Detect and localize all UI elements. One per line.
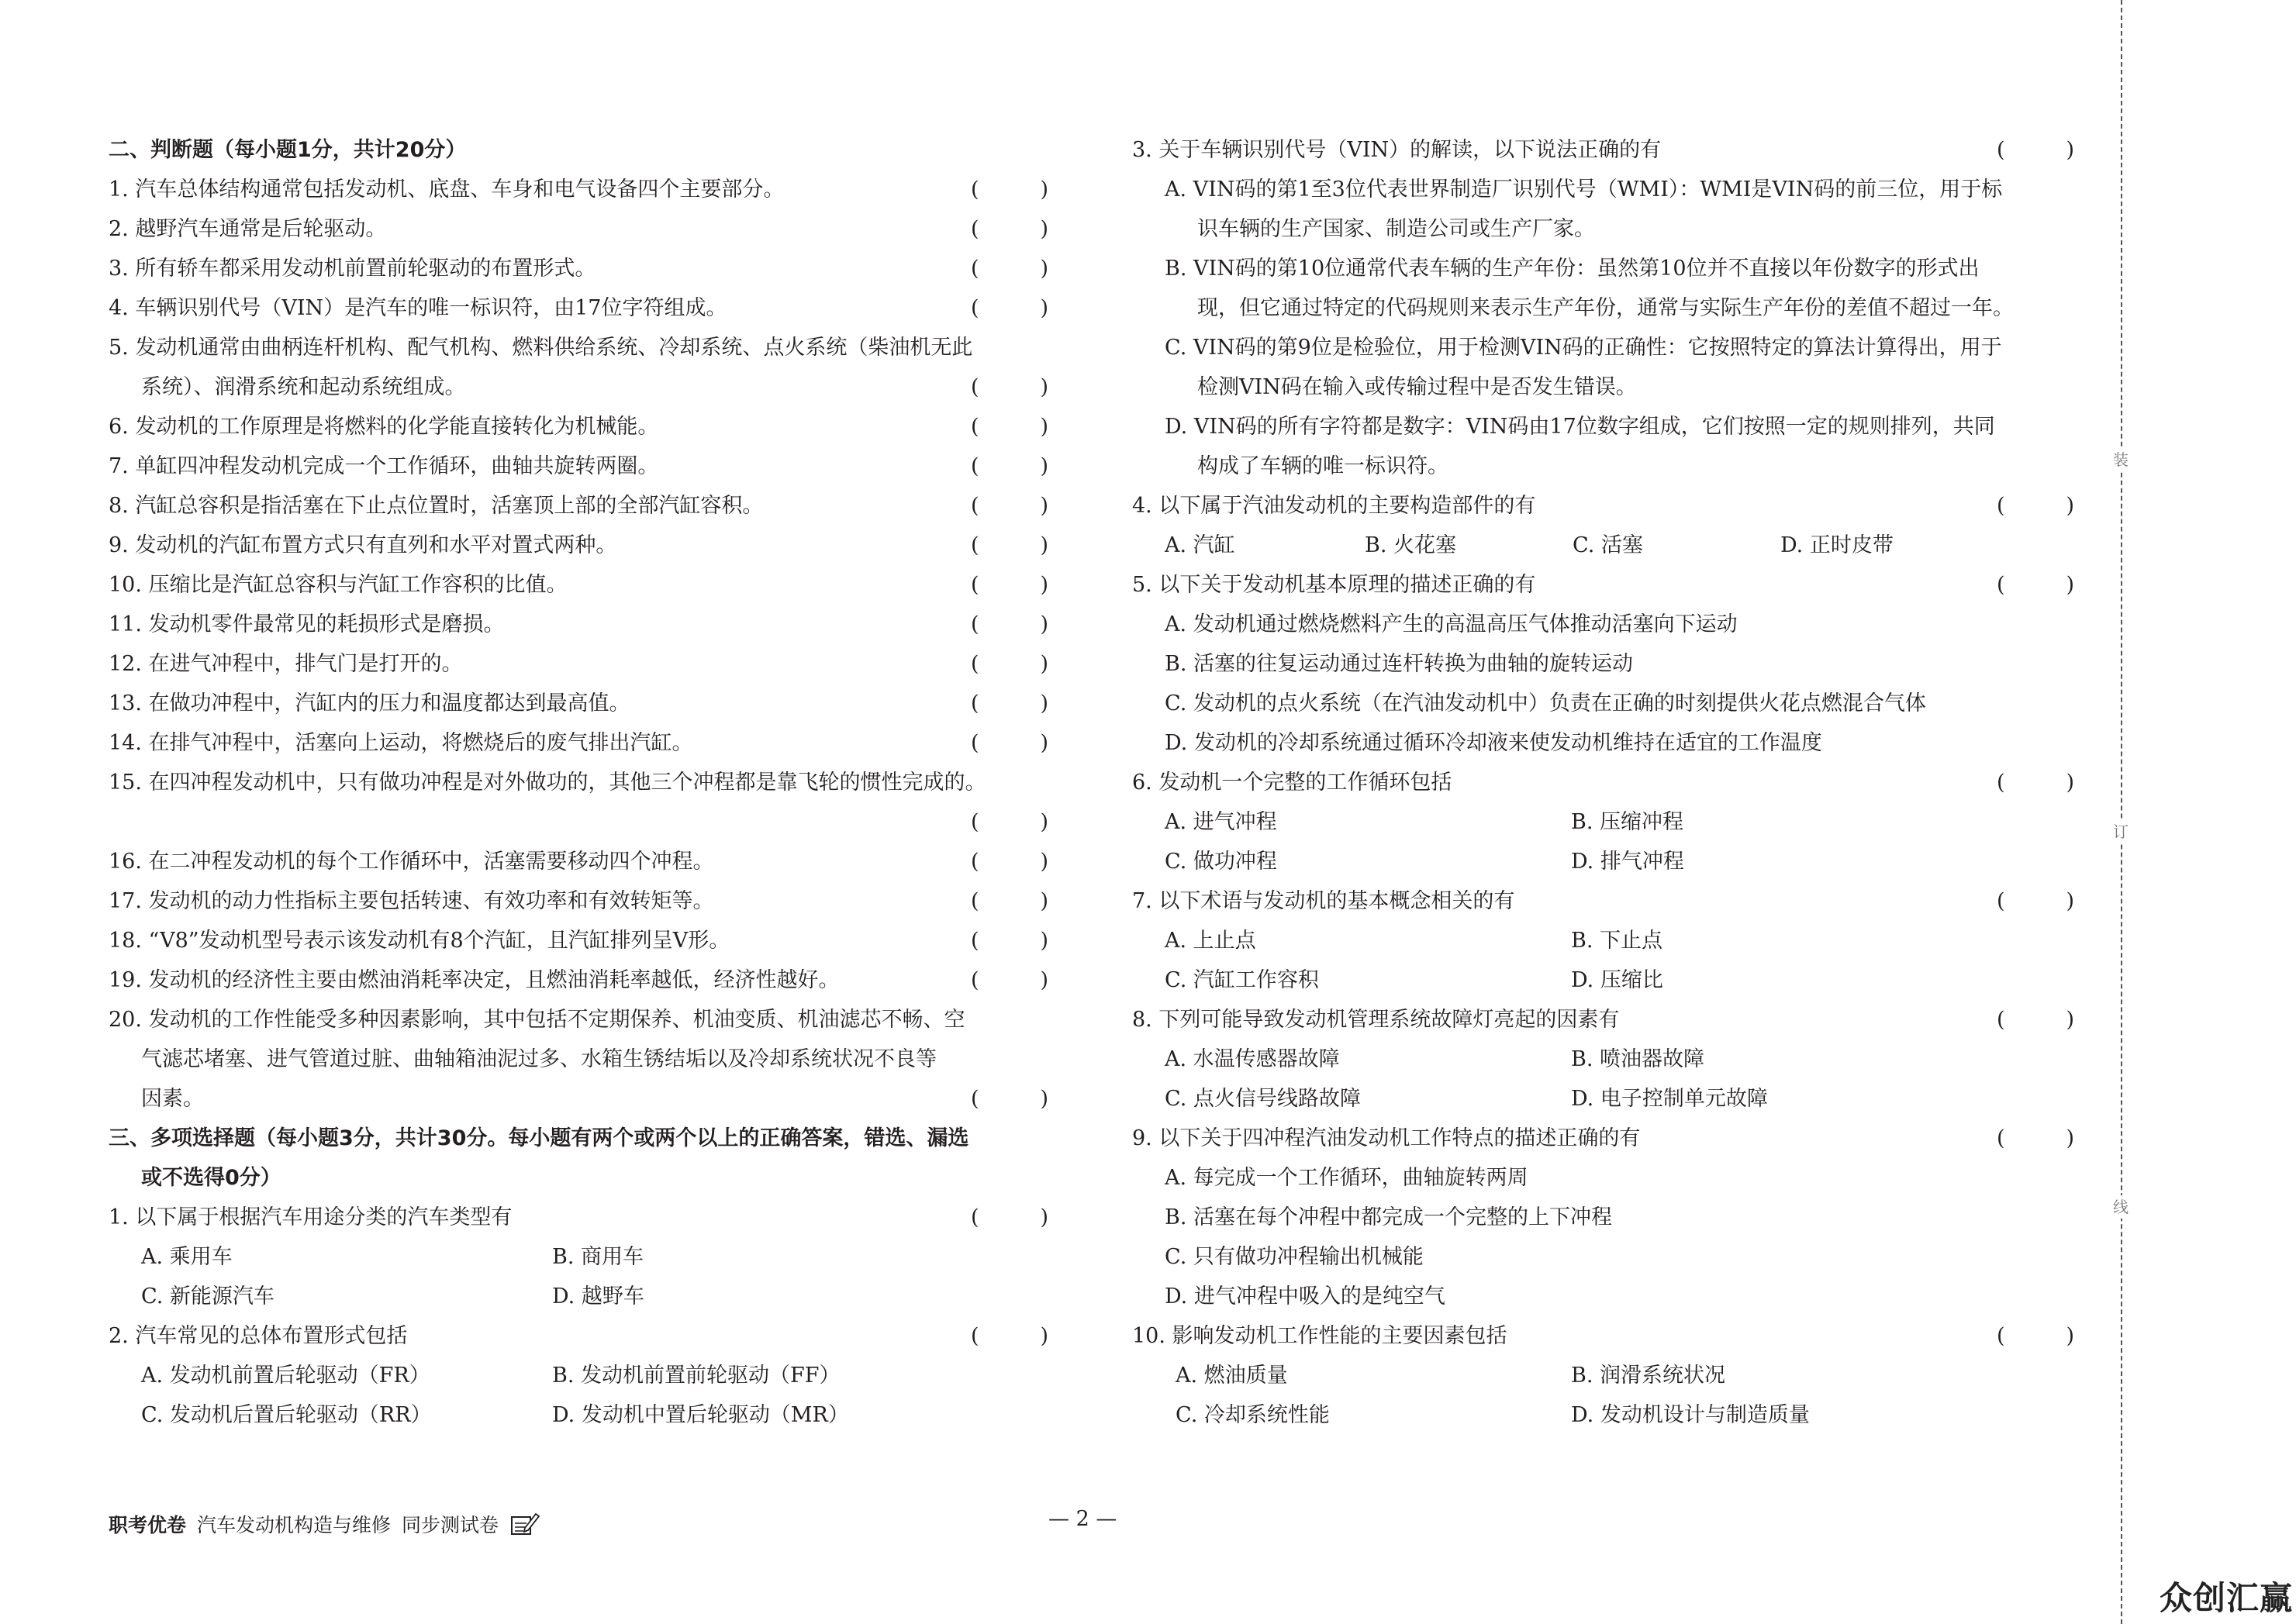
section-3-title-cont: 或不选得0分） (141, 1166, 281, 1190)
footer-subtitle: 同步测试卷 (402, 1514, 499, 1536)
judge-item: 4. 车辆识别代号（VIN）是汽车的唯一标识符，由17位字符组成。 (109, 296, 727, 320)
option: A. 乘用车 (141, 1245, 233, 1269)
judge-item: 13. 在做功冲程中，汽缸内的压力和温度都达到最高值。 (109, 691, 630, 715)
option: D. 发动机中置后轮驱动（MR） (552, 1403, 849, 1427)
question-6: 6. 发动机一个完整的工作循环包括 (1132, 771, 1452, 795)
option: D. 发动机设计与制造质量 (1571, 1403, 1810, 1427)
option-cont: 识车辆的生产国家、制造公司或生产厂家。 (1197, 217, 1595, 241)
option: D. 正时皮带 (1780, 533, 1894, 557)
option: C. 冷却系统性能 (1176, 1403, 1330, 1427)
judge-item: 1. 汽车总体结构通常包括发动机、底盘、车身和电气设备四个主要部分。 (109, 178, 785, 202)
judge-item: 15. 在四冲程发动机中，只有做功冲程是对外做功的，其他三个冲程都是靠飞轮的惯性完成的。 (109, 771, 986, 795)
question-5: 5. 以下关于发动机基本原理的描述正确的有 (1132, 573, 1536, 597)
judge-item: 5. 发动机通常由曲柄连杆机构、配气机构、燃料供给系统、冷却系统、点火系统（柴油机无此 (109, 336, 973, 360)
judge-item: 16. 在二冲程发动机的每个工作循环中，活塞需要移动四个冲程。 (109, 850, 714, 874)
option: B. 发动机前置前轮驱动（FF） (552, 1364, 841, 1388)
option: C. 点火信号线路故障 (1165, 1087, 1361, 1111)
option: C. 发动机后置后轮驱动（RR） (141, 1403, 432, 1427)
option: B. 下止点 (1571, 929, 1663, 953)
binding-dashed-line (2121, 0, 2122, 1624)
footer-brand: 职考优卷 (109, 1514, 187, 1536)
judge-item: 12. 在进气冲程中，排气门是打开的。 (109, 652, 463, 676)
option: A. 汽缸 (1165, 533, 1235, 557)
section-3-title: 三、多项选择题（每小题3分，共计30分。每小题有两个或两个以上的正确答案，错选、漏选 (109, 1126, 969, 1150)
option: D. 排气冲程 (1571, 850, 1684, 874)
option: B. VIN码的第10位通常代表车辆的生产年份：虽然第10位并不直接以年份数字的形式出 (1165, 257, 1980, 281)
option: A. VIN码的第1至3位代表世界制造厂识别代号（WMI）：WMI是VIN码的前三位，用于标 (1165, 178, 2003, 202)
section-2-title: 二、判断题（每小题1分，共计20分） (109, 138, 467, 162)
option: B. 活塞的往复运动通过连杆转换为曲轴的旋转运动 (1165, 652, 1634, 676)
judge-item: 18. “V8”发动机型号表示该发动机有8个汽缸，且汽缸排列呈V形。 (109, 929, 730, 953)
question-10: 10. 影响发动机工作性能的主要因素包括 (1132, 1324, 1507, 1348)
question-2: 2. 汽车常见的总体布置形式包括 (109, 1324, 408, 1348)
option: A. 水温传感器故障 (1165, 1047, 1340, 1071)
judge-item: 19. 发动机的经济性主要由燃油消耗率决定，且燃油消耗率越低，经济性越好。 (109, 968, 840, 992)
judge-item: 6. 发动机的工作原理是将燃料的化学能直接转化为机械能。 (109, 415, 659, 439)
footer (109, 1510, 540, 1538)
footer-title: 汽车发动机构造与维修 (197, 1514, 392, 1536)
judge-item: 7. 单缸四冲程发动机完成一个工作循环，曲轴共旋转两圈。 (109, 454, 659, 478)
option: C. 只有做功冲程输出机械能 (1165, 1245, 1424, 1269)
option: D. 压缩比 (1571, 968, 1663, 992)
binding-mark: 线 (2109, 1195, 2132, 1219)
judge-item: 2. 越野汽车通常是后轮驱动。 (109, 217, 387, 241)
option-cont: 构成了车辆的唯一标识符。 (1197, 454, 1448, 478)
right-column: 3. 关于车辆识别代号（VIN）的解读，以下说法正确的有 ( ) A. VIN码的第1至3位代表世界制造厂识别代号（WMI）：WMI是VIN码的前三位，用于标 识车辆的生产国家、制造公司或生产厂家。 B. VIN码的第10位通常代表车辆的生产年份：虽然第10位并不直接以年份数字的形式出 现，但它通过特定的代码规则来表示生产年份，通常与实际生产年份的差值不超过一年。 C. VIN码的第9位是检验位，用于检测VIN码的正确性：它按照特定的算法计算得出，用于 检测VIN码在输入或传输过程中是否发生错误。 D. VIN码的所有字符都是数字：VIN码由17位数字组成，它们按照一定的规则排列，共同 构成了车辆的唯一标识符。 4. 以下属于汽油发动机的主要构造部件的有 ( ) A. 汽缸 B. 火花塞 C. 活塞 D. 正时皮带 5. 以下关于发动机基本原理的描述正确的有 ( ) A. 发动机通过燃烧燃料产生的高温高压气体推动活塞向下运动 B. 活塞的往复运动通过连杆转换为曲轴的旋转运动 C. 发动机的点火系统（在汽油发动机中）负责在正确的时刻提供火花点燃混合气体 D. 发动机的冷却系统通过循环冷却液来使发动机维持在适宜的工作温度 6. 发动机一个完整的工作循环包括 ( ) A. 进气冲程 B. 压缩冲程 C. 做功冲程 D. 排气冲程 7. 以下术语与发动机的基本概念相关的有 ( ) A. 上止点 B. 下止点 C. 汽缸工作容积 D. 压缩比 8. 下列可能导致发动机管理系统故障灯亮起的因素有 ( ) A. 水温传感器故障 B. 喷油器故障 C. 点火信号线路故障 D. 电子控制单元故障 9. 以下关于四冲程汽油发动机工作特点的描述正确的有 ( ) A. 每完成一个工作循环，曲轴旋转两周 B. 活塞在每个冲程中都完成一个完整的上下冲程 C. 只有做功冲程输出机械能 D. 进气冲程中吸入的是纯空气 10. 影响发动机工作性能的主要因素包括 ( ) A. 燃油质量 B. 润滑系统状况 C. 冷却系统性能 D. 发动机设计与制造质量 (1132, 130, 2074, 1435)
binding-mark: 订 (2109, 820, 2132, 843)
option: B. 润滑系统状况 (1571, 1364, 1726, 1388)
question-3: 3. 关于车辆识别代号（VIN）的解读，以下说法正确的有 (1132, 138, 1662, 162)
judge-item: 20. 发动机的工作性能受多种因素影响，其中包括不定期保养、机油变质、机油滤芯不畅、空 (109, 1008, 965, 1032)
option: B. 商用车 (552, 1245, 644, 1269)
judge-item: 3. 所有轿车都采用发动机前置前轮驱动的布置形式。 (109, 257, 596, 281)
option: A. 每完成一个工作循环，曲轴旋转两周 (1165, 1166, 1528, 1190)
left-column: 二、判断题（每小题1分，共计20分） 1. 汽车总体结构通常包括发动机、底盘、车身和电气设备四个主要部分。 ( ) 2. 越野汽车通常是后轮驱动。 ( ) 3. 所有轿车都采用发动机前置前轮驱动的布置形式。 ( ) 4. 车辆识别代号（VIN）是汽车的唯一标识符，由17位字符组成。 ( ) 5. 发动机通常由曲柄连杆机构、配气机构、燃料供给系统、冷却系统、点火系统（柴油机无此 系统）、润滑系统和起动系统组成。 ( ) 6. 发动机的工作原理是将燃料的化学能直接转化为机械能。 ( ) 7. 单缸四冲程发动机完成一个工作循环，曲轴共旋转两圈。 ( ) 8. 汽缸总容积是指活塞在下止点位置时，活塞顶上部的全部汽缸容积。 ( ) 9. 发动机的汽缸布置方式只有直列和水平对置式两种。 ( ) 10. 压缩比是汽缸总容积与汽缸工作容积的比值。 ( ) 11. 发动机零件最常见的耗损形式是磨损。 ( ) 12. 在进气冲程中，排气门是打开的。 ( ) 13. 在做功冲程中，汽缸内的压力和温度都达到最高值。 ( ) 14. 在排气冲程中，活塞向上运动，将燃烧后的废气排出汽缸。 ( ) 15. 在四冲程发动机中，只有做功冲程是对外做功的，其他三个冲程都是靠飞轮的惯性完成的。 ( ) 16. 在二冲程发动机的每个工作循环中，活塞需要移动四个冲程。 ( ) 17. 发动机的动力性指标主要包括转速、有效功率和有效转矩等。 ( ) 18. “V8”发动机型号表示该发动机有8个汽缸，且汽缸排列呈V形。 ( ) 19. 发动机的经济性主要由燃油消耗率决定，且燃油消耗率越低，经济性越好。 ( ) 20. 发动机的工作性能受多种因素影响，其中包括不定期保养、机油变质、机油滤芯不畅、空 气滤芯堵塞、进气管道过脏、曲轴箱油泥过多、水箱生锈结垢以及冷却系统状况不良等 因素。 ( ) 三、多项选择题（每小题3分，共计30分。每小题有两个或两个以上的正确答案，错选、漏选 或不选得0分） 1. 以下属于根据汽车用途分类的汽车类型有 ( ) A. 乘用车 B. 商用车 C. 新能源汽车 D. 越野车 2. 汽车常见的总体布置形式包括 ( ) A. 发动机前置后轮驱动（FR） B. 发动机前置前轮驱动（FF） C. 发动机后置后轮驱动（RR） D. 发动机中置后轮驱动（MR） (109, 130, 1048, 1435)
option: C. 做功冲程 (1165, 850, 1277, 874)
option: A. 发动机前置后轮驱动（FR） (141, 1364, 430, 1388)
option-cont: 检测VIN码在输入或传输过程中是否发生错误。 (1197, 375, 1637, 399)
watermark: 众创汇赢 (2159, 1579, 2293, 1617)
judge-item: 11. 发动机零件最常见的耗损形式是磨损。 (109, 612, 505, 636)
option: D. VIN码的所有字符都是数字：VIN码由17位数字组成，它们按照一定的规则排列，共同 (1165, 415, 1995, 439)
option: A. 燃油质量 (1176, 1364, 1288, 1388)
option: C. 发动机的点火系统（在汽油发动机中）负责在正确的时刻提供火花点燃混合气体 (1165, 691, 1926, 715)
option: C. 汽缸工作容积 (1165, 968, 1319, 992)
option: A. 发动机通过燃烧燃料产生的高温高压气体推动活塞向下运动 (1165, 612, 1738, 636)
option: C. VIN码的第9位是检验位，用于检测VIN码的正确性：它按照特定的算法计算得出，用于 (1165, 336, 2002, 360)
judge-item: 10. 压缩比是汽缸总容积与汽缸工作容积的比值。 (109, 573, 568, 597)
option: A. 进气冲程 (1165, 810, 1277, 834)
option: B. 喷油器故障 (1571, 1047, 1705, 1071)
option-cont: 现，但它通过特定的代码规则来表示生产年份，通常与实际生产年份的差值不超过一年。 (1197, 296, 2014, 320)
option: B. 活塞在每个冲程中都完成一个完整的上下冲程 (1165, 1205, 1613, 1229)
question-7: 7. 以下术语与发动机的基本概念相关的有 (1132, 889, 1515, 913)
judge-item: 8. 汽缸总容积是指活塞在下止点位置时，活塞顶上部的全部汽缸容积。 (109, 494, 764, 518)
question-1: 1. 以下属于根据汽车用途分类的汽车类型有 (109, 1205, 513, 1229)
option: D. 越野车 (552, 1284, 644, 1309)
judge-item-cont: 因素。 (141, 1087, 204, 1111)
option: B. 压缩冲程 (1571, 810, 1684, 834)
option: D. 发动机的冷却系统通过循环冷却液来使发动机维持在适宜的工作温度 (1165, 731, 1822, 755)
page-number: — 2 — (1048, 1507, 1117, 1531)
option: B. 火花塞 (1365, 533, 1457, 557)
option: C. 新能源汽车 (141, 1284, 274, 1309)
judge-item-cont: 气滤芯堵塞、进气管道过脏、曲轴箱油泥过多、水箱生锈结垢以及冷却系统状况不良等 (141, 1047, 937, 1071)
option: D. 进气冲程中吸入的是纯空气 (1165, 1284, 1445, 1309)
judge-item: 9. 发动机的汽缸布置方式只有直列和水平对置式两种。 (109, 533, 617, 557)
option: A. 上止点 (1165, 929, 1256, 953)
judge-item: 14. 在排气冲程中，活塞向上运动，将燃烧后的废气排出汽缸。 (109, 731, 693, 755)
question-4: 4. 以下属于汽油发动机的主要构造部件的有 (1132, 494, 1536, 518)
judge-item: 17. 发动机的动力性指标主要包括转速、有效功率和有效转矩等。 (109, 889, 714, 913)
option: C. 活塞 (1573, 533, 1643, 557)
edit-note-icon (509, 1511, 540, 1537)
judge-item-cont: 系统）、润滑系统和起动系统组成。 (141, 375, 466, 399)
binding-mark: 装 (2109, 448, 2132, 471)
question-8: 8. 下列可能导致发动机管理系统故障灯亮起的因素有 (1132, 1008, 1620, 1032)
option: D. 电子控制单元故障 (1571, 1087, 1768, 1111)
question-9: 9. 以下关于四冲程汽油发动机工作特点的描述正确的有 (1132, 1126, 1641, 1150)
